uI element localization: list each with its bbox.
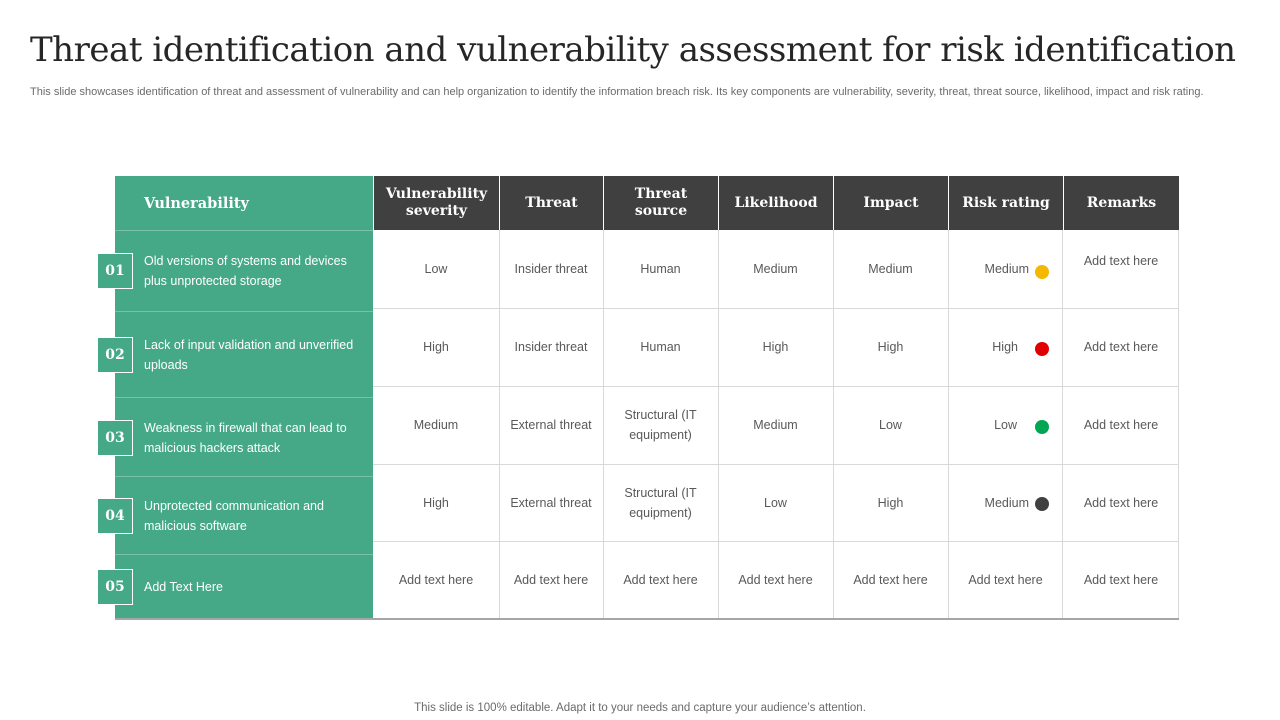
column-header-threat: Threat [499,176,603,230]
cell-threat-source: Add text here [623,572,698,587]
cell-risk-rating: Medium [984,495,1029,510]
cell-severity: Medium [413,418,459,432]
cell-threat: External threat [510,495,592,510]
risk-indicator-dot [1035,342,1049,356]
cell-severity: High [423,495,449,510]
risk-indicator-dot [1035,265,1049,279]
cell-threat-source: Human [640,262,681,276]
cell-likelihood: Medium [753,262,798,276]
cell-severity: Low [424,262,448,276]
cell-threat-source: Structural (IT equipment) [624,485,697,520]
panel-divider [115,230,373,231]
cell-remarks: Add text here [1083,418,1159,432]
cell-risk-rating: High [992,340,1018,354]
column-header-severity: Vulnerability severity [373,176,499,230]
cell-severity: Add text here [398,572,474,587]
cell-likelihood: Low [764,495,787,510]
cell-remarks: Add text here [1083,254,1159,268]
risk-indicator-dot [1035,497,1049,511]
row-number-badge: 05 [97,569,133,605]
column-header-impact: Impact [833,176,948,230]
vulnerability-header: Vulnerability [144,194,249,212]
vulnerability-text-4: Unprotected communication and malicious software [144,499,324,533]
slide-title: Threat identification and vulnerability assessment for risk identification [30,30,1236,70]
cell-threat-source: Human [640,340,681,354]
cell-threat: External threat [510,418,592,432]
panel-divider [115,311,373,312]
panel-divider [115,397,373,398]
table-bottom-border [115,618,1179,620]
cell-risk-rating: Low [994,418,1017,432]
cell-remarks: Add text here [1083,572,1159,587]
cell-likelihood: Medium [753,418,798,432]
cell-impact: Add text here [853,572,928,587]
row-number-badge: 02 [97,337,133,373]
cell-severity: High [423,340,449,354]
vulnerability-text-5: Add Text Here [144,580,223,594]
cell-threat: Insider threat [514,340,588,354]
row-number-badge: 04 [97,498,133,534]
cell-impact: Low [879,418,902,432]
column-header-likelihood: Likelihood [718,176,833,230]
cell-risk-rating: Add text here [968,572,1043,587]
cell-remarks: Add text here [1083,340,1159,354]
cell-threat: Add text here [513,572,589,587]
cell-likelihood: High [762,340,789,354]
cell-impact: Medium [868,262,913,276]
vulnerability-text-1: Old versions of systems and devices plus unprotected storage [144,254,347,288]
panel-divider [115,554,373,555]
row-number-badge: 01 [97,253,133,289]
column-header-remarks: Remarks [1063,176,1179,230]
column-header-risk-rating: Risk rating [948,176,1063,230]
slide-subtitle: This slide showcases identification of threat and assessment of vulnerability and can help organization to identify the information breach risk. Its key components are vulnerability, severity, threat, threat source, likelihood, impact and risk rating. [30,86,1204,98]
row-number-badge: 03 [97,420,133,456]
risk-indicator-dot [1035,420,1049,434]
slide-footer: This slide is 100% editable. Adapt it to your needs and capture your audience’s attention. [414,702,866,714]
cell-likelihood: Add text here [738,572,813,587]
vulnerability-text-3: Weakness in firewall that can lead to malicious hackers attack [144,421,347,455]
panel-divider [115,476,373,477]
cell-threat-source: Structural (IT equipment) [624,408,697,442]
cell-impact: High [877,340,904,354]
cell-threat: Insider threat [514,262,588,276]
cell-risk-rating: Medium [984,262,1029,276]
cell-remarks: Add text here [1083,495,1159,510]
column-header-threat-source: Threat source [603,176,718,230]
vulnerability-text-2: Lack of input validation and unverified uploads [144,338,354,372]
cell-impact: High [877,495,904,510]
